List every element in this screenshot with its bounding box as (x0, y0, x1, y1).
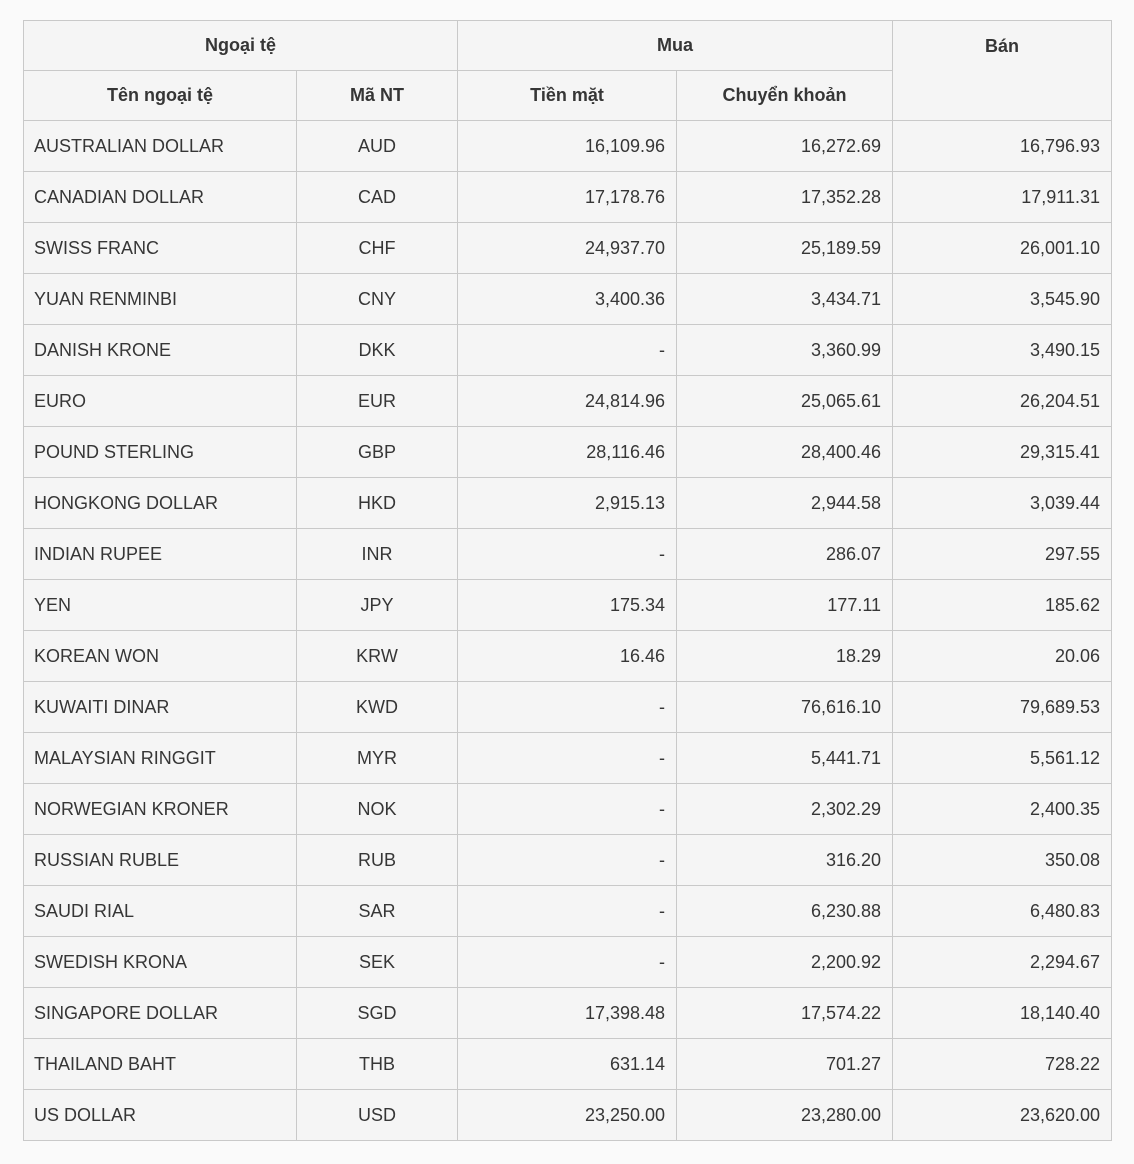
table-row (24, 274, 1112, 325)
transfer-buy-value: 286.07 (677, 529, 893, 580)
table-row (24, 1039, 1112, 1090)
currency-name: SWISS FRANC (24, 223, 297, 274)
sell-value: 350.08 (893, 835, 1112, 886)
table-row (24, 988, 1112, 1039)
transfer-buy-value: 2,302.29 (677, 784, 893, 835)
transfer-buy-value: 177.11 (677, 580, 893, 631)
transfer-buy-value: 2,944.58 (677, 478, 893, 529)
table-row (24, 121, 1112, 172)
currency-name: KOREAN WON (24, 631, 297, 682)
currency-name: YUAN RENMINBI (24, 274, 297, 325)
table-row (24, 1090, 1112, 1141)
table-row (24, 733, 1112, 784)
exchange-rate-table (23, 20, 1112, 1141)
sell-value: 26,001.10 (893, 223, 1112, 274)
transfer-buy-value: 76,616.10 (677, 682, 893, 733)
sell-value: 728.22 (893, 1039, 1112, 1090)
header-cash: Tiền mặt (458, 71, 677, 121)
sell-value: 79,689.53 (893, 682, 1112, 733)
currency-name: MALAYSIAN RINGGIT (24, 733, 297, 784)
cash-buy-value: 24,937.70 (458, 223, 677, 274)
sell-value: 18,140.40 (893, 988, 1112, 1039)
currency-code: INR (297, 529, 458, 580)
cash-buy-value: 23,250.00 (458, 1090, 677, 1141)
currency-code: GBP (297, 427, 458, 478)
currency-name: KUWAITI DINAR (24, 682, 297, 733)
cash-buy-value: 16,109.96 (458, 121, 677, 172)
sell-value: 185.62 (893, 580, 1112, 631)
header-currency-name: Tên ngoại tệ (24, 71, 297, 121)
header-currency-group: Ngoại tệ (24, 21, 458, 71)
sell-value: 3,545.90 (893, 274, 1112, 325)
header-group-row (24, 21, 1112, 71)
cash-buy-value: 3,400.36 (458, 274, 677, 325)
currency-name: SWEDISH KRONA (24, 937, 297, 988)
header-buy-group: Mua (458, 21, 893, 71)
transfer-buy-value: 6,230.88 (677, 886, 893, 937)
sell-value: 2,294.67 (893, 937, 1112, 988)
table-row (24, 172, 1112, 223)
currency-code: MYR (297, 733, 458, 784)
currency-code: NOK (297, 784, 458, 835)
cash-buy-value: - (458, 835, 677, 886)
currency-name: NORWEGIAN KRONER (24, 784, 297, 835)
sell-value: 3,039.44 (893, 478, 1112, 529)
table-row (24, 376, 1112, 427)
transfer-buy-value: 17,574.22 (677, 988, 893, 1039)
header-currency-code: Mã NT (297, 71, 458, 121)
currency-code: KRW (297, 631, 458, 682)
currency-code: USD (297, 1090, 458, 1141)
cash-buy-value: - (458, 886, 677, 937)
cash-buy-value: 17,398.48 (458, 988, 677, 1039)
table-row (24, 580, 1112, 631)
currency-name: POUND STERLING (24, 427, 297, 478)
table-row (24, 784, 1112, 835)
transfer-buy-value: 17,352.28 (677, 172, 893, 223)
currency-code: DKK (297, 325, 458, 376)
table-row (24, 886, 1112, 937)
table-header (24, 21, 1112, 121)
sell-value: 26,204.51 (893, 376, 1112, 427)
sell-value: 20.06 (893, 631, 1112, 682)
currency-name: US DOLLAR (24, 1090, 297, 1141)
currency-code: CNY (297, 274, 458, 325)
currency-name: INDIAN RUPEE (24, 529, 297, 580)
currency-name: CANADIAN DOLLAR (24, 172, 297, 223)
cash-buy-value: - (458, 529, 677, 580)
currency-name: RUSSIAN RUBLE (24, 835, 297, 886)
currency-code: CHF (297, 223, 458, 274)
sell-value: 29,315.41 (893, 427, 1112, 478)
header-transfer: Chuyển khoản (677, 71, 893, 121)
currency-name: EURO (24, 376, 297, 427)
currency-code: AUD (297, 121, 458, 172)
cash-buy-value: 175.34 (458, 580, 677, 631)
transfer-buy-value: 316.20 (677, 835, 893, 886)
transfer-buy-value: 18.29 (677, 631, 893, 682)
cash-buy-value: 24,814.96 (458, 376, 677, 427)
currency-code: RUB (297, 835, 458, 886)
cash-buy-value: 28,116.46 (458, 427, 677, 478)
table-row (24, 478, 1112, 529)
currency-code: EUR (297, 376, 458, 427)
currency-code: SAR (297, 886, 458, 937)
transfer-buy-value: 16,272.69 (677, 121, 893, 172)
cash-buy-value: - (458, 784, 677, 835)
currency-name: THAILAND BAHT (24, 1039, 297, 1090)
currency-name: SAUDI RIAL (24, 886, 297, 937)
sell-value: 297.55 (893, 529, 1112, 580)
table-row (24, 223, 1112, 274)
table-row (24, 427, 1112, 478)
table-row (24, 682, 1112, 733)
transfer-buy-value: 5,441.71 (677, 733, 893, 784)
transfer-buy-value: 2,200.92 (677, 937, 893, 988)
cash-buy-value: - (458, 682, 677, 733)
cash-buy-value: 17,178.76 (458, 172, 677, 223)
currency-code: HKD (297, 478, 458, 529)
currency-code: CAD (297, 172, 458, 223)
table-row (24, 835, 1112, 886)
header-sell: Bán (893, 21, 1112, 121)
cash-buy-value: - (458, 937, 677, 988)
transfer-buy-value: 701.27 (677, 1039, 893, 1090)
cash-buy-value: - (458, 325, 677, 376)
currency-code: SGD (297, 988, 458, 1039)
table-row (24, 325, 1112, 376)
currency-name: AUSTRALIAN DOLLAR (24, 121, 297, 172)
currency-code: SEK (297, 937, 458, 988)
transfer-buy-value: 25,189.59 (677, 223, 893, 274)
currency-name: HONGKONG DOLLAR (24, 478, 297, 529)
currency-code: KWD (297, 682, 458, 733)
currency-code: THB (297, 1039, 458, 1090)
sell-value: 3,490.15 (893, 325, 1112, 376)
table-row (24, 631, 1112, 682)
transfer-buy-value: 28,400.46 (677, 427, 893, 478)
currency-name: YEN (24, 580, 297, 631)
currency-name: DANISH KRONE (24, 325, 297, 376)
sell-value: 2,400.35 (893, 784, 1112, 835)
currency-name: SINGAPORE DOLLAR (24, 988, 297, 1039)
table-body (24, 121, 1112, 1141)
transfer-buy-value: 3,360.99 (677, 325, 893, 376)
transfer-buy-value: 23,280.00 (677, 1090, 893, 1141)
table-row (24, 937, 1112, 988)
cash-buy-value: 2,915.13 (458, 478, 677, 529)
cash-buy-value: 631.14 (458, 1039, 677, 1090)
sell-value: 6,480.83 (893, 886, 1112, 937)
transfer-buy-value: 3,434.71 (677, 274, 893, 325)
cash-buy-value: - (458, 733, 677, 784)
table-row (24, 529, 1112, 580)
cash-buy-value: 16.46 (458, 631, 677, 682)
sell-value: 17,911.31 (893, 172, 1112, 223)
sell-value: 23,620.00 (893, 1090, 1112, 1141)
currency-code: JPY (297, 580, 458, 631)
sell-value: 16,796.93 (893, 121, 1112, 172)
transfer-buy-value: 25,065.61 (677, 376, 893, 427)
sell-value: 5,561.12 (893, 733, 1112, 784)
